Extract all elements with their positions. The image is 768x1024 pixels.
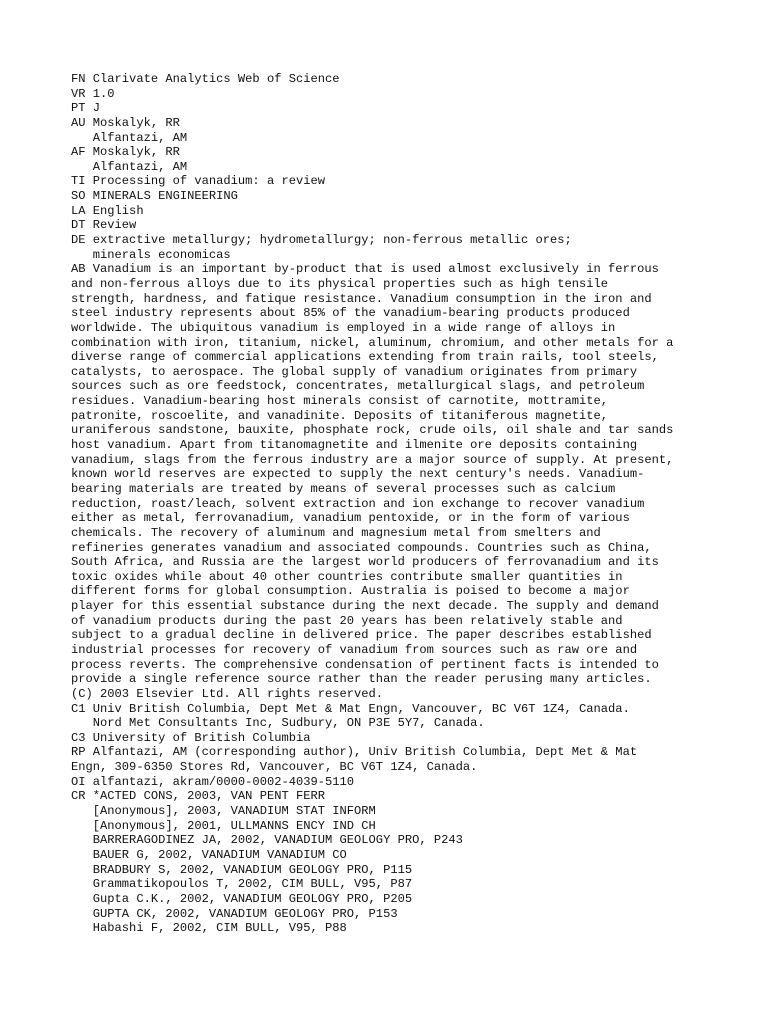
record-line: PT J xyxy=(71,101,101,116)
record-line: residues. Vanadium-bearing host minerals consist of carnotite, mottramite, xyxy=(71,394,609,409)
record-line: GUPTA CK, 2002, VANADIUM GEOLOGY PRO, P153 xyxy=(71,906,398,921)
record-line: either as metal, ferrovanadium, vanadium pentoxide, or in the form of various xyxy=(71,511,630,526)
record-line: chemicals. The recovery of aluminum and magnesium metal from smelters and xyxy=(71,525,601,540)
record-line: DT Review xyxy=(71,218,137,233)
record-line: combination with iron, titanium, nickel, aluminum, chromium, and other metals for a xyxy=(71,335,674,350)
record-line: C3 University of British Columbia xyxy=(71,730,311,745)
record-line: (C) 2003 Elsevier Ltd. All rights reserved. xyxy=(71,686,384,701)
record-line: South Africa, and Russia are the largest world producers of ferrovanadium and its xyxy=(71,555,659,570)
record-line: and non-ferrous alloys due to its physical properties such as high tensile xyxy=(71,276,609,291)
record-line: Engn, 309-6350 Stores Rd, Vancouver, BC V6T 1Z4, Canada. xyxy=(71,760,478,775)
record-line: known world reserves are expected to supply the next century's needs. Vanadium- xyxy=(71,467,645,482)
record-line: Grammatikopoulos T, 2002, CIM BULL, V95, P87 xyxy=(71,877,413,892)
record-line: patronite, roscoelite, and vanadinite. Deposits of titaniferous magnetite, xyxy=(71,408,609,423)
record-line: subject to a gradual decline in delivered price. The paper describes established xyxy=(71,628,652,643)
record-line: CR *ACTED CONS, 2003, VAN PENT FERR xyxy=(71,789,326,804)
record-line: refineries generates vanadium and associated compounds. Countries such as China, xyxy=(71,540,652,555)
record-line: uraniferous sandstone, bauxite, phosphate rock, crude oils, oil shale and tar sands xyxy=(71,423,674,438)
record-line: sources such as ore feedstock, concentrates, metallurgical slags, and petroleum xyxy=(71,379,645,394)
record-line: Alfantazi, AM xyxy=(71,159,188,174)
record-line: FN Clarivate Analytics Web of Science xyxy=(71,72,340,86)
record-line: diverse range of commercial applications extending from train rails, tool steels, xyxy=(71,350,659,365)
record-line: minerals economicas xyxy=(71,247,231,262)
record-line: vanadium, slags from the ferrous industry are a major source of supply. At present, xyxy=(71,452,674,467)
record-line: Alfantazi, AM xyxy=(71,130,188,145)
record-line: OI alfantazi, akram/0000-0002-4039-5110 xyxy=(71,774,355,789)
record-line: DE extractive metallurgy; hydrometallurgy; non-ferrous metallic ores; xyxy=(71,233,572,248)
record-line: SO MINERALS ENGINEERING xyxy=(71,189,238,204)
record-line: player for this essential substance during the next decade. The supply and demand xyxy=(71,599,659,614)
record-line: catalysts, to aerospace. The global supply of vanadium originates from primary xyxy=(71,364,638,379)
record-line: AB Vanadium is an important by-product that is used almost exclusively in ferrous xyxy=(71,262,659,277)
record-line: C1 Univ British Columbia, Dept Met & Mat Engn, Vancouver, BC V6T 1Z4, Canada. xyxy=(71,701,630,716)
record-line: steel industry represents about 85% of the vanadium-bearing products produced xyxy=(71,306,630,321)
record-line: Nord Met Consultants Inc, Sudbury, ON P3E 5Y7, Canada. xyxy=(71,716,485,731)
record-line: reduction, roast/leach, solvent extraction and ion exchange to recover vanadium xyxy=(71,496,645,511)
record-line: industrial processes for recovery of vanadium from sources such as raw ore and xyxy=(71,642,638,657)
record-line: process reverts. The comprehensive condensation of pertinent facts is intended to xyxy=(71,657,659,672)
record-line: strength, hardness, and fatique resistance. Vanadium consumption in the iron and xyxy=(71,291,652,306)
document-page xyxy=(71,72,721,936)
record-line: BAUER G, 2002, VANADIUM VANADIUM CO xyxy=(71,847,347,862)
record-line: BRADBURY S, 2002, VANADIUM GEOLOGY PRO, P115 xyxy=(71,862,413,877)
record-line: [Anonymous], 2001, ULLMANNS ENCY IND CH xyxy=(71,818,376,833)
record-line: host vanadium. Apart from titanomagnetite and ilmenite ore deposits containing xyxy=(71,438,638,453)
record-line: of vanadium products during the past 20 years has been relatively stable and xyxy=(71,613,623,628)
record-line: toxic oxides while about 40 other countries contribute smaller quantities in xyxy=(71,569,623,584)
record-line: RP Alfantazi, AM (corresponding author), Univ British Columbia, Dept Met & Mat xyxy=(71,745,638,760)
record-line: TI Processing of vanadium: a review xyxy=(71,174,326,189)
record-line: VR 1.0 xyxy=(71,86,115,101)
record-line: AU Moskalyk, RR xyxy=(71,115,180,130)
record-line: different forms for global consumption. Australia is poised to become a major xyxy=(71,584,630,599)
record-line: Gupta C.K., 2002, VANADIUM GEOLOGY PRO, P205 xyxy=(71,891,413,906)
record-line: BARRERAGODINEZ JA, 2002, VANADIUM GEOLOGY PRO, P243 xyxy=(71,833,463,848)
record-line: AF Moskalyk, RR xyxy=(71,145,180,160)
record-line: worldwide. The ubiquitous vanadium is employed in a wide range of alloys in xyxy=(71,320,616,335)
record-line: provide a single reference source rather than the reader perusing many articles. xyxy=(71,672,652,687)
record-line: LA English xyxy=(71,203,144,218)
record-line: Habashi F, 2002, CIM BULL, V95, P88 xyxy=(71,921,347,936)
record-line: bearing materials are treated by means of several processes such as calcium xyxy=(71,481,616,496)
record-line: [Anonymous], 2003, VANADIUM STAT INFORM xyxy=(71,804,376,819)
